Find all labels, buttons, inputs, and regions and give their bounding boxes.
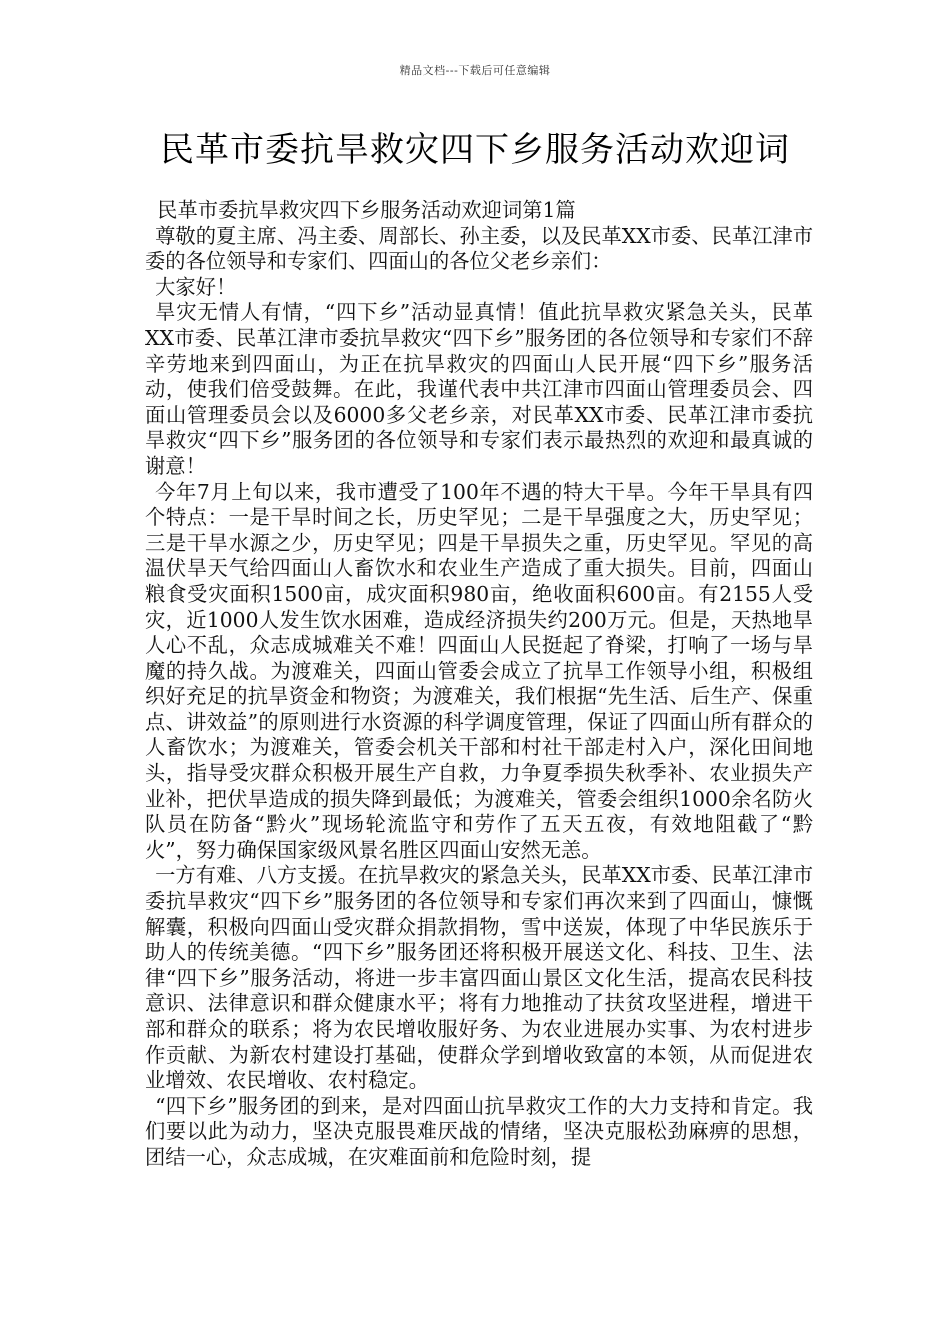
welcome-paragraph: 旱灾无情人有情，“四下乡”活动显真情！值此抗旱救灾紧急关头，民革XX市委、民革江津市委抗旱救灾“四下乡”服务团的各位领导和专家们不辞辛劳地来到四面山，为正在抗旱救灾的四面山人民开展“四下乡”服务活动，使我们倍受鼓舞。在此，我谨代表中共江津市四面山管理委员会、四面山管理委员会以及6000多父老乡亲，对民革XX市委、民革江津市委抗旱救灾“四下乡”服务团的各位领导和专家们表示最热烈的欢迎和最真诚的谢意！ [145, 300, 813, 478]
document-body [145, 198, 813, 1171]
support-paragraph: 一方有难、八方支援。在抗旱救灾的紧急关头，民革XX市委、民革江津市委抗旱救灾“四下乡”服务团的各位领导和专家们再次来到了四面山，慷慨解囊，积极向四面山受灾群众捐款捐物，雪中送炭，体现了中华民族乐于助人的传统美德。“四下乡”服务团还将积极开展送文化、科技、卫生、法律“四下乡”服务活动，将进一步丰富四面山景区文化生活，提高农民科技意识、法律意识和群众健康水平；将有力地推动了扶贫攻坚进程，增进干部和群众的联系；将为农民增收服好务、为农业进展办实事、为农村进步作贡献、为新农村建设打基础，使群众学到增收致富的本领，从而促进农业增效、农民增收、农村稳定。 [145, 863, 813, 1093]
header-note: 精品文档---下载后可任意编辑 [399, 64, 551, 77]
salutation-paragraph: 尊敬的夏主席、冯主委、周部长、孙主委，以及民革XX市委、民革江津市委的各位领导和专家们、四面山的各位父老乡亲们： [145, 223, 813, 274]
document-title: 民革市委抗旱救灾四下乡服务活动欢迎词 [160, 130, 790, 170]
section-heading: 民革市委抗旱救灾四下乡服务活动欢迎词第1篇 [157, 198, 576, 222]
drought-paragraph: 今年7月上旬以来，我市遭受了100年不遇的特大干旱。今年干旱具有四个特点：一是干旱时间之长，历史罕见；二是干旱强度之大，历史罕见；三是干旱水源之少，历史罕见；四是干旱损失之重，历史罕见。罕见的高温伏旱天气给四面山人畜饮水和农业生产造成了重大损失。目前，四面山粮食受灾面积1500亩，成灾面积980亩，绝收面积600亩。有2155人受灾，近1000人发生饮水困难，造成经济损失约200万元。但是，天热地旱人心不乱，众志成城难关不难！四面山人民挺起了脊梁，打响了一场与旱魔的持久战。为渡难关，四面山管委会成立了抗旱工作领导小组，积极组织好充足的抗旱资金和物资；为渡难关，我们根据“先生活、后生产、保重点、讲效益”的原则进行水资源的科学调度管理，保证了四面山所有群众的人畜饮水；为渡难关，管委会机关干部和村社干部走村入户，深化田间地头，指导受灾群众积极开展生产自救，力争夏季损失秋季补、农业损失产业补，把伏旱造成的损失降到最低；为渡难关，管委会组织1000余名防火队员在防备“黔火”现场轮流监守和劳作了五天五夜，有效地阻截了“黔火”，努力确保国家级风景名胜区四面山安然无恙。 [145, 479, 813, 862]
greeting-paragraph: 大家好！ [155, 274, 237, 299]
closing-paragraph: “四下乡”服务团的到来，是对四面山抗旱救灾工作的大力支持和肯定。我们要以此为动力，坚决克服畏难厌战的情绪，坚决克服松劲麻痹的思想，团结一心，众志成城，在灾难面前和危险时刻，提 [145, 1093, 813, 1169]
